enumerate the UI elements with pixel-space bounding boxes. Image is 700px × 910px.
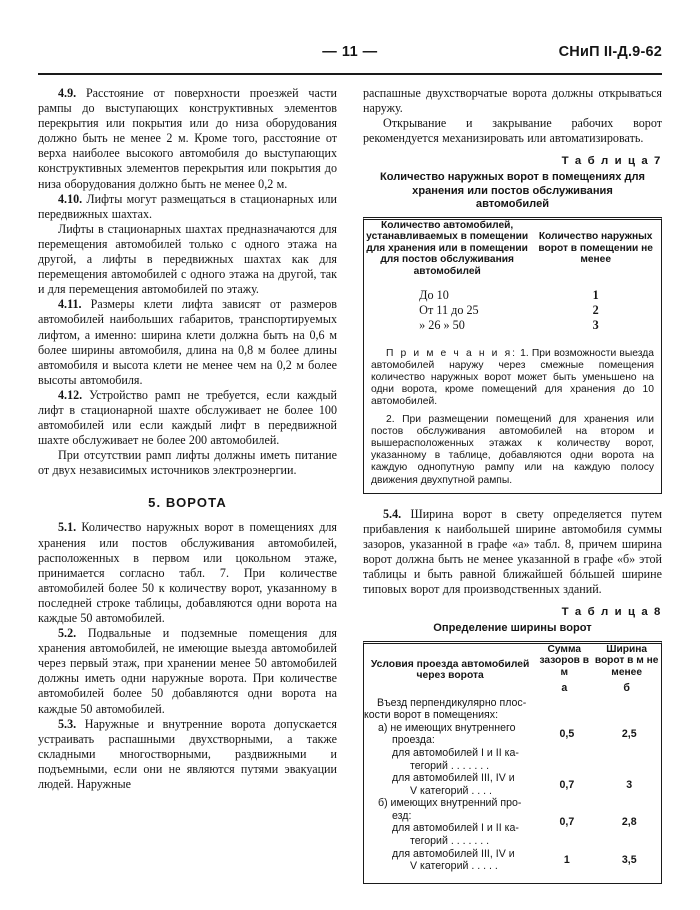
table8-value-b: 2,5 [621,728,637,741]
note-text: 1. При возможности выезда автомобилей наружу через смежные помещения количество наружных ворот может быть уменьшено на одни ворота, кроме помещений для хранения до 10 автомобилей. [371,347,654,408]
paragraph-number: 4.9. [58,86,77,100]
paragraph-4-11 [38,297,337,388]
table8-condition-row-a2 [364,772,536,797]
paragraph-5-2 [38,626,337,717]
table7-body [364,278,661,341]
table-row [364,697,661,773]
paragraph-text: Устройство рамп не требуется, если каждый лифт в стационарной шахте обслуживает не более 100 автомобилей или если каждый лифт в передвижной шахте обслуживает не более 200 автомобилей. [38,387,337,448]
left-column [38,86,337,884]
table8-value-a: 0,5 [559,728,575,741]
paragraph-text: При отсутствии рамп лифты должны иметь питание от двух независимых источников электроэнергии. [38,448,337,478]
paragraph-number: 5.4. [383,506,402,521]
table8-value-b: 3 [626,778,633,791]
paragraph-text: Открывание и закрывание рабочих ворот рекомендуется механизировать или автоматизировать. [363,116,662,146]
table8-value-b: 3,5 [621,854,637,867]
table8-subheader-b: б [623,681,630,694]
table8-condition-row-b2 [364,848,536,873]
header-rule [38,73,662,75]
table7-value: 1 [592,287,599,302]
paragraph-text: Расстояние от поверхности проезжей части рампы до выступающих конструктивных элементов перекрытия или покрытия или до низа оборудования должно быть не менее 2 м. Кроме того, расстояние от верха наиболее высокого автомобиля до выступающих конструктивных элементов перекрытия или покрытия до низа оборудования должно быть не менее 0,2 м. [38,86,337,191]
paragraph-text: Ширина ворот в свету определяется путем прибавления к наибольшей ширине автомобиля суммы зазоров, указанной в графе «а» табл. 8, причем ширина ворот должна быть не менее указанной в графе «б» этой таблицы и быть равной ближайшей бóльшей ширине типовых ворот для производственных зданий. [363,506,662,597]
paragraph-text: Подвальные и подземные помещения для хранения автомобилей, не имеющие выезда автомобилей через первый этаж, при хранении менее 50 автомобилей должны иметь одни наружные ворота. При количестве автомобилей более 50 добавляются одни ворота на каждые 50 автомобилей. [38,626,337,716]
paragraph-number: 4.10. [58,191,83,206]
paragraph-power-supply [38,448,337,478]
table7-value: 2 [592,302,599,317]
table-row [364,278,661,303]
table-row [364,303,661,318]
row-a2-line2: V категорий . . . . [410,784,492,797]
paragraph-5-3 [38,717,337,792]
table7-note-1 [371,348,654,409]
table-row [364,318,661,341]
paragraph-number: 5.2. [58,626,77,641]
table8-value-a: 1 [563,854,570,867]
paragraph-4-10 [38,192,337,222]
table7-note-2 [371,414,654,487]
paragraph-4-9 [38,86,337,192]
spacer-cell [598,873,661,883]
row-b2-line1: для автомобилей III, IV и [392,847,515,860]
paragraph-gates-outward [363,86,662,116]
table8-header-row [364,644,661,679]
paragraph-number: 4.12. [58,387,83,402]
table8-value-a: 0,7 [559,816,575,829]
row-b2-line2: V категорий . . . . . [410,860,498,873]
table8-box [363,641,662,884]
table7-header-row [364,220,661,278]
paragraph-text: Размеры клети лифта зависят от размеров автомобилей наибольших габаритов, транспортируемых лифтом, а именно: ширина клети должна быть на 0,6 м более ширины автомобиля, длина на 0,8 м более длины автомобиля и высота клети не менее чем на 0,2 м более высоты автомобиля. [38,297,337,387]
paragraph-5-4 [363,507,662,598]
group-title-line2: кости ворот в помещениях: [364,709,499,722]
right-column [363,86,662,884]
row-a1-line2: тегорий . . . . . . . [410,759,490,772]
paragraph-number: 5.1. [58,520,77,535]
note-text: 2. При размещении помещений для хранения или постов обслуживания автомобилей на втором и вышерасположенных этажах к количеству ворот, указанному в таблице, добавляются одни ворота на каждую однопутную рампу или на каждую полосу движения двухпутной рампы. [371,413,654,486]
row-a1-line1: для автомобилей I и II ка- [392,746,519,759]
notes-label: П р и м е ч а н и я: [386,347,518,359]
running-head [38,44,662,70]
table7-number: Т а б л и ц а 7 [561,155,662,168]
paragraph-4-12 [38,388,337,448]
table8-body [364,697,661,883]
table8-value-a: 0,7 [559,778,575,791]
table7-header-gates: Количество наружных ворот в помещении не менее [538,231,653,266]
two-column-body [38,86,662,884]
table8-value-b: 2,8 [621,816,637,829]
group-a-line2: проезда: [392,734,435,747]
table8-number: Т а б л и ц а 8 [561,606,662,619]
group-b-line1: б) имеющих внутренний про- [378,797,522,810]
table7-value: 3 [592,317,599,332]
table7-condition: » 26 » 50 [419,317,465,332]
table8-condition-group-b [364,797,536,847]
table-row [364,797,661,847]
paragraph-text: Лифты в стационарных шахтах предназначаются для перемещения автомобилей только с одного этажа на другой, а лифты в передвижных шахтах как для перемещения автомобилей с одного этажа на другой, так и для перемещения автомобилей по этажу. [38,221,337,297]
row-b1-line1: для автомобилей I и II ка- [392,822,519,835]
paragraph-number: 5.3. [58,716,77,731]
table8-header-sum-gaps: Сумма зазоров в м [539,643,590,678]
group-a-line1: а) не имеющих внутреннего [378,721,516,734]
table7-box [363,217,662,494]
paragraph-text: Количество наружных ворот в помещениях для хранения или постов обслуживания автомобилей, расположенных в первом или цокольном этаже, принимается согласно табл. 7. При количестве автомобилей более 50 к количеству ворот, указанному в последней строке таблицы, добавляются одни ворота на каждые 50 автомобилей. [38,520,337,625]
table7-title: Количество наружных ворот в помещениях для хранения или постов обслуживания автомобилей [379,171,646,211]
paragraph-lifts-purpose [38,222,337,297]
table7-condition: От 11 до 25 [419,302,479,317]
row-b1-line2: тегорий . . . . . . . [410,835,490,848]
group-b-line2: езд: [392,809,412,822]
page-number: — 11 — [322,44,378,60]
table7 [364,220,661,278]
spacer-cell [364,873,536,883]
document-code: СНиП II-Д.9-62 [558,44,662,60]
table8-header-gate-width: Ширина ворот в м не менее [594,643,659,678]
row-a2-line1: для автомобилей III, IV и [392,772,515,785]
paragraph-5-1 [38,520,337,626]
table8-subheader-a: а [561,681,568,694]
table8-tail-spacer [364,873,661,883]
table8 [364,644,661,697]
paragraph-text: Наружные и внутренние ворота допускается устраивать распашными двухстворными, а также складными многостворными, раздвижными и подъемными, если они не являются путями эвакуации людей. Наружные [38,716,337,792]
table7-header-vehicles: Количество автомобилей, устанавливаемых в помещении для хранения или в помещении для постов обслуживания автомобилей [366,219,529,277]
table-row [364,848,661,873]
paragraph-text: Лифты могут размещаться в стационарных или передвижных шахтах. [38,191,337,221]
section-heading-gates: 5. ВОРОТА [148,495,227,511]
spacer-cell [536,873,597,883]
table8-header-condition: Условия проезда автомобилей через ворота [370,658,530,682]
paragraph-number: 4.11. [58,297,82,312]
group-title-line1: Въезд перпендикулярно плос- [377,696,527,709]
table7-notes [364,341,661,493]
table-row [364,772,661,797]
table8-condition-group-a [364,697,536,773]
table7-condition: До 10 [419,287,449,302]
paragraph-text: распашные двухстворчатые ворота должны открываться наружу. [363,86,662,116]
paragraph-gates-mechanized [363,116,662,146]
table8-title: Определение ширины ворот [433,622,592,635]
